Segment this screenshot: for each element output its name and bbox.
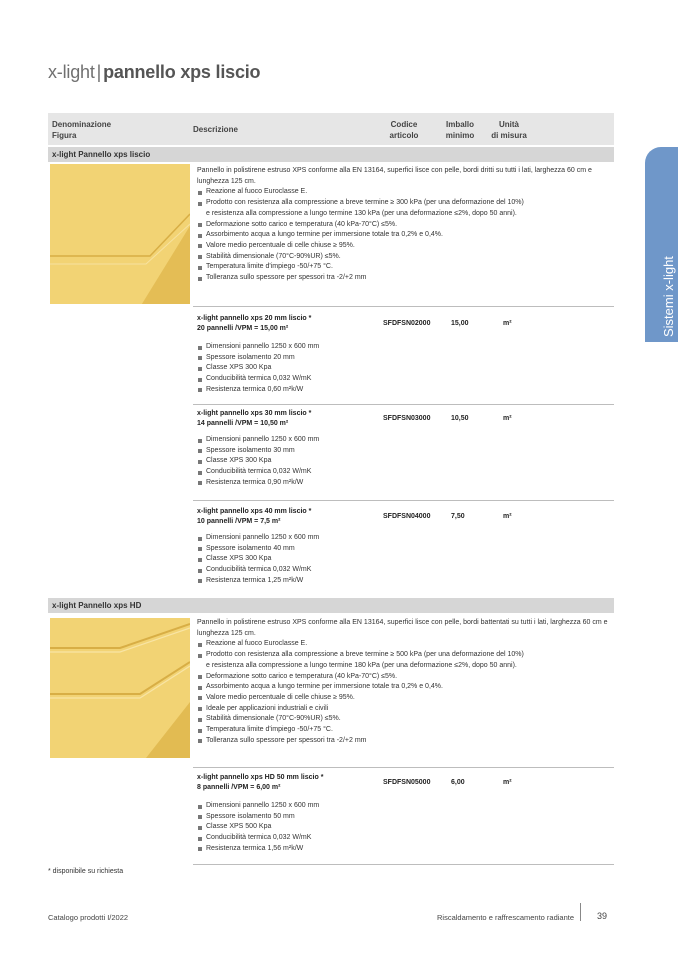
spec-item: Classe XPS 300 Kpa <box>197 363 611 374</box>
spec-item: Resistenza termica 1,25 m²k/W <box>197 576 611 587</box>
footnote: * disponibile su richiesta <box>48 868 124 875</box>
section-description <box>197 166 611 284</box>
product-unit: m² <box>503 415 512 422</box>
side-tab <box>645 147 678 342</box>
description-bullet: Assorbimento acqua a lungo termine per immersione totale tra 0,2% e 0,4%. <box>197 230 611 241</box>
product-unit: m² <box>503 513 512 520</box>
footer-catalog: Catalogo prodotti I/2022 <box>48 913 129 922</box>
title-separator: | <box>96 62 102 82</box>
description-bullet: Valore medio percentuale di celle chiuse ≥ 95%. <box>197 693 611 704</box>
description-bullet: Deformazione sotto carico e temperatura (40 kPa-70°C) ≤5%. <box>197 672 611 683</box>
product-code: SFDFSN04000 <box>383 513 431 520</box>
spec-item: Conducibilità termica 0,032 W/mK <box>197 374 611 385</box>
row-divider <box>193 500 614 501</box>
product-pack: 14 pannelli /VPM = 10,50 m² <box>197 420 289 427</box>
description-bullet: Ideale per applicazioni industriali e civili <box>197 704 611 715</box>
product-code: SFDFSN02000 <box>383 320 431 327</box>
page-number: 39 <box>597 911 608 921</box>
spec-item: Classe XPS 300 Kpa <box>197 554 611 565</box>
product-specs <box>197 342 611 396</box>
footer-section: Riscaldamento e raffrescamento radiante <box>437 913 575 922</box>
product-row <box>197 507 611 595</box>
spec-item: Conducibilità termica 0,032 W/mK <box>197 467 611 478</box>
header-codice: Codice <box>390 120 418 129</box>
spec-item: Resistenza termica 0,90 m²k/W <box>197 478 611 489</box>
description-bullet: Tolleranza sullo spessore per spessori tra -2/+2 mm <box>197 736 611 747</box>
description-bullet: Valore medio percentuale di celle chiuse ≥ 95%. <box>197 241 611 252</box>
description-bullet: Deformazione sotto carico e temperatura (40 kPa-70°C) ≤5%. <box>197 220 611 231</box>
product-pack: 8 pannelli /VPM = 6,00 m² <box>197 784 281 791</box>
product-code: SFDFSN03000 <box>383 415 431 422</box>
row-divider <box>193 306 614 307</box>
product-specs <box>197 801 611 855</box>
product-row <box>197 409 611 499</box>
product-image-xps-liscio <box>50 164 190 304</box>
spec-item: Dimensioni pannello 1250 x 600 mm <box>197 801 611 812</box>
description-bullet: Assorbimento acqua a lungo termine per immersione totale tra 0,2% e 0,4%. <box>197 682 611 693</box>
spec-item: Dimensioni pannello 1250 x 600 mm <box>197 342 611 353</box>
header-imballo: Imballo <box>445 120 474 129</box>
description-bullet: Stabilità dimensionale (70°C-90%UR) ≤5%. <box>197 252 611 263</box>
section-title: x-light Pannello xps HD <box>48 598 614 613</box>
header-minimo: minimo <box>445 131 475 140</box>
description-bullet: Prodotto con resistenza alla compressione a breve termine ≥ 300 kPa (per una deformazione del 10%) <box>197 198 611 209</box>
header-denominazione: Denominazione <box>52 120 112 129</box>
description-bullet: Reazione al fuoco Euroclasse E. <box>197 187 611 198</box>
product-unit: m² <box>503 320 512 327</box>
spec-item: Resistenza termica 0,60 m²k/W <box>197 385 611 396</box>
spec-item: Resistenza termica 1,56 m²k/W <box>197 844 611 855</box>
product-pack: 20 pannelli /VPM = 15,00 m² <box>197 325 289 332</box>
section-title: x-light Pannello xps liscio <box>48 147 614 162</box>
header-articolo: articolo <box>389 131 419 140</box>
title-light: x-light <box>48 62 95 82</box>
product-name: x-light pannello xps HD 50 mm liscio * <box>197 774 324 781</box>
spec-item: Spessore isolamento 30 mm <box>197 446 611 457</box>
spec-item: Spessore isolamento 40 mm <box>197 544 611 555</box>
description-intro: Pannello in polistirene estruso XPS conforme alla EN 13164, superfici lisce con pelle, bordi battentati su tutti i lati, larghezza 60 cm e lunghezza 125 cm. <box>197 619 608 637</box>
description-bullet: Temperatura limite d'impiego -50/+75 °C. <box>197 725 611 736</box>
product-row <box>197 773 611 863</box>
title-bold: pannello xps liscio <box>103 62 261 82</box>
table-header <box>48 113 614 145</box>
spec-item: Spessore isolamento 20 mm <box>197 353 611 364</box>
description-bullet-continued: e resistenza alla compressione a lungo termine 130 kPa (per una deformazione ≤2%, dopo 50 anni). <box>206 209 517 217</box>
product-code: SFDFSN05000 <box>383 779 431 786</box>
product-min: 10,50 <box>451 415 469 422</box>
product-image-xps-hd <box>50 618 190 758</box>
header-di-misura: di misura <box>491 131 527 140</box>
description-bullet: Reazione al fuoco Euroclasse E. <box>197 639 611 650</box>
page-title <box>48 62 260 83</box>
product-min: 7,50 <box>451 513 465 520</box>
spec-item: Dimensioni pannello 1250 x 600 mm <box>197 533 611 544</box>
product-unit: m² <box>503 779 512 786</box>
description-bullet: Temperatura limite d'impiego -50/+75 °C. <box>197 262 611 273</box>
spec-item: Conducibilità termica 0,032 W/mK <box>197 833 611 844</box>
header-descrizione: Descrizione <box>193 125 238 134</box>
description-bullet: Prodotto con resistenza alla compressione a breve termine ≥ 500 kPa (per una deformazione del 10%) <box>197 650 611 661</box>
product-name: x-light pannello xps 40 mm liscio * <box>197 508 312 515</box>
header-figura: Figura <box>52 131 77 140</box>
product-specs <box>197 533 611 587</box>
side-tab-label: Sistemi x-light <box>661 256 676 337</box>
row-divider <box>193 767 614 768</box>
spec-item: Dimensioni pannello 1250 x 600 mm <box>197 435 611 446</box>
spec-item: Classe XPS 300 Kpa <box>197 456 611 467</box>
product-name: x-light pannello xps 20 mm liscio * <box>197 315 312 322</box>
row-divider <box>193 404 614 405</box>
header-unita: Unità <box>499 120 519 129</box>
product-min: 6,00 <box>451 779 465 786</box>
spec-item: Spessore isolamento 50 mm <box>197 812 611 823</box>
spec-item: Classe XPS 500 Kpa <box>197 822 611 833</box>
row-divider <box>193 864 614 865</box>
product-name: x-light pannello xps 30 mm liscio * <box>197 410 312 417</box>
footer-divider <box>580 903 581 921</box>
description-bullet: Stabilità dimensionale (70°C-90%UR) ≤5%. <box>197 714 611 725</box>
description-bullet-continued: e resistenza alla compressione a lungo termine 180 kPa (per una deformazione ≤2%, dopo 50 anni). <box>206 661 517 669</box>
spec-item: Conducibilità termica 0,032 W/mK <box>197 565 611 576</box>
product-pack: 10 pannelli /VPM = 7,5 m² <box>197 518 281 525</box>
description-intro: Pannello in polistirene estruso XPS conforme alla EN 13164, superfici lisce con pelle, bordi dritti su tutti i lati, larghezza 60 cm e lunghezza 125 cm. <box>197 167 592 185</box>
description-bullet: Tolleranza sullo spessore per spessori tra -2/+2 mm <box>197 273 611 284</box>
product-specs <box>197 435 611 489</box>
product-row <box>197 314 611 404</box>
product-min: 15,00 <box>451 320 469 327</box>
section-description <box>197 618 611 746</box>
